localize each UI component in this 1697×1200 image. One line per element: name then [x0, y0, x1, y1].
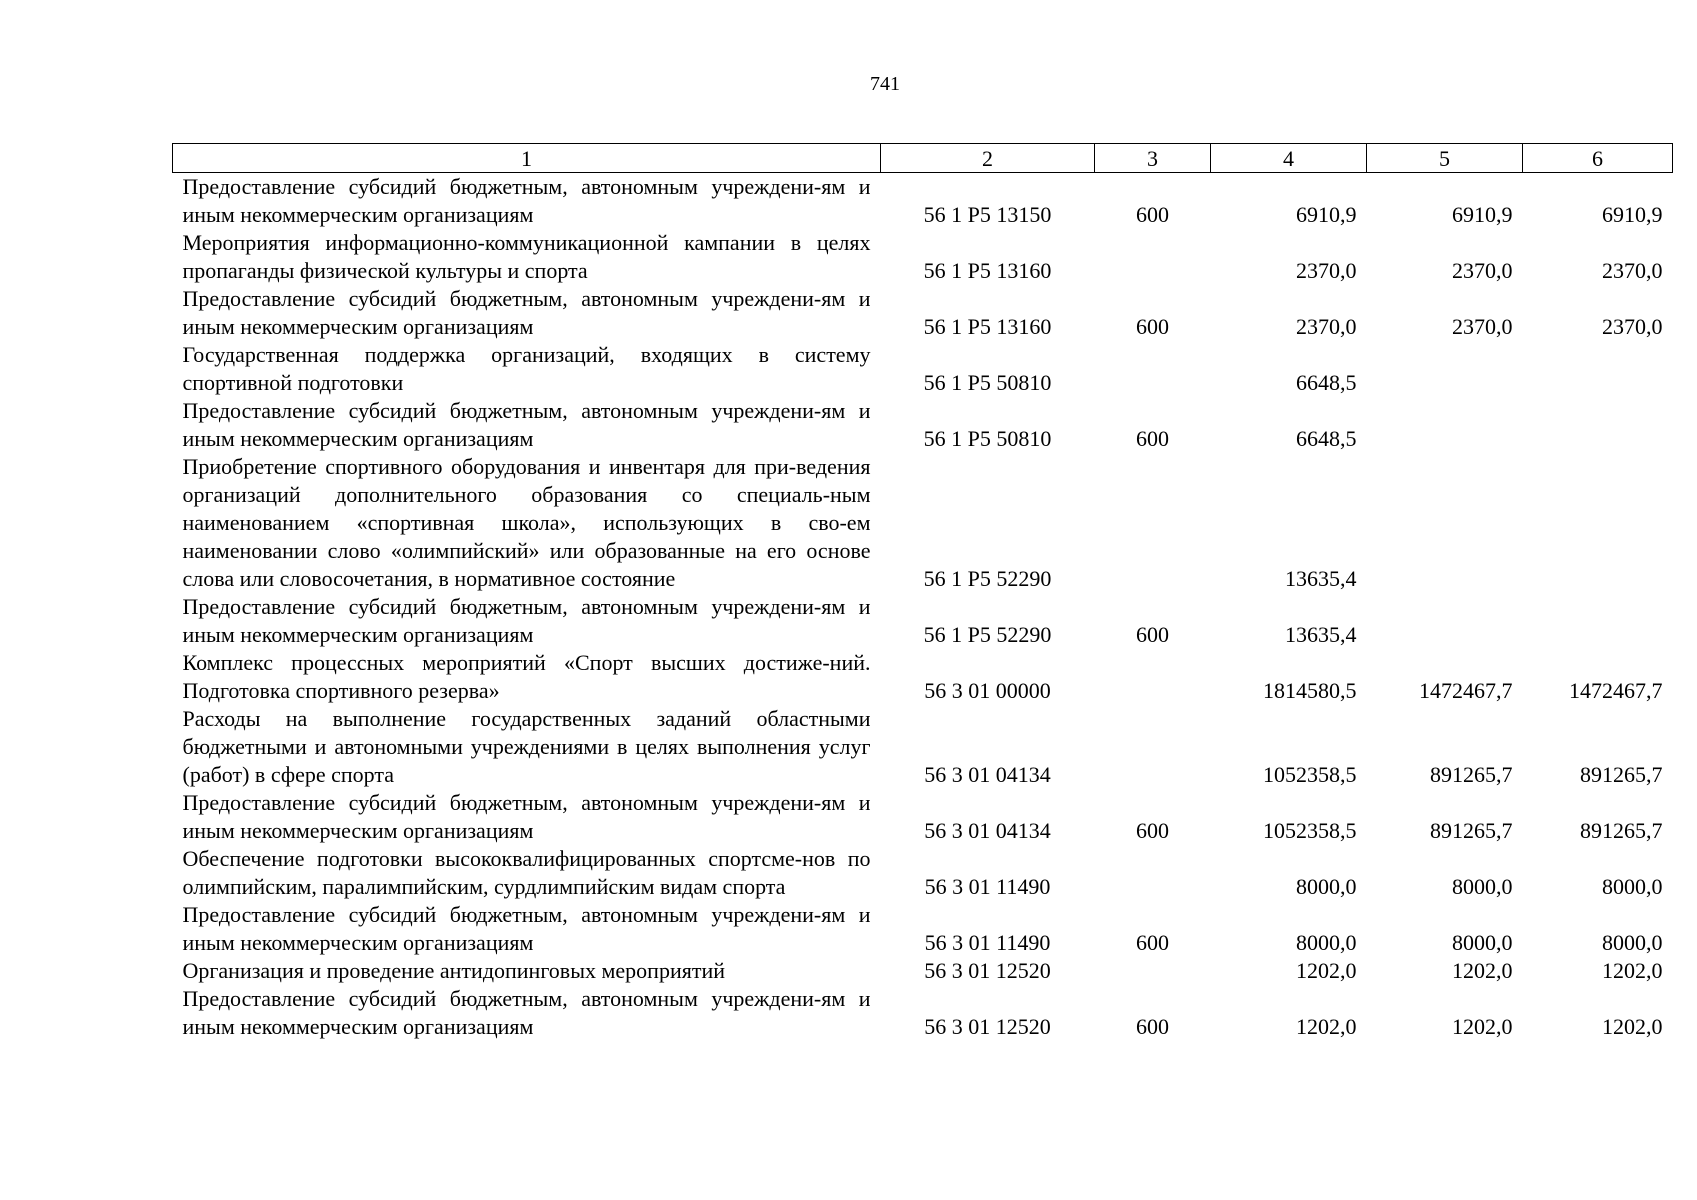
- table-row: [173, 453, 1673, 593]
- row-expense-type: 600: [1136, 930, 1169, 955]
- row-code: 56 1 P5 52290: [923, 566, 1052, 591]
- row-code: 56 1 P5 50810: [923, 426, 1052, 451]
- header-col-2: 2: [881, 144, 1095, 173]
- table-row: [173, 341, 1673, 397]
- row-value-3: 2370,0: [1602, 258, 1663, 283]
- row-value-3: [1523, 453, 1673, 593]
- row-expense-type: [1095, 705, 1211, 789]
- row-code: 56 1 P5 13150: [923, 202, 1052, 227]
- table-row: [173, 985, 1673, 1041]
- row-code: 56 3 01 11490: [924, 874, 1051, 899]
- table-row: [173, 397, 1673, 453]
- table-row: [173, 229, 1673, 285]
- row-value-1: 13635,4: [1285, 622, 1357, 647]
- table-row: [173, 173, 1673, 230]
- row-value-2: 891265,7: [1430, 818, 1513, 843]
- row-value-3: [1523, 397, 1673, 453]
- row-value-1: 13635,4: [1285, 566, 1357, 591]
- budget-table: [172, 143, 1673, 1041]
- header-col-3: 3: [1095, 144, 1211, 173]
- row-value-3: 891265,7: [1580, 762, 1663, 787]
- row-expense-type: 600: [1136, 622, 1169, 647]
- row-expense-type: 600: [1136, 818, 1169, 843]
- row-name: Предоставление субсидий бюджетным, автономным учреждени-ям и иным некоммерческим организациям: [182, 594, 871, 647]
- row-value-3: 891265,7: [1580, 818, 1663, 843]
- row-value-3: 1202,0: [1602, 958, 1663, 983]
- row-value-1: 1202,0: [1296, 1014, 1357, 1039]
- row-value-1: 8000,0: [1296, 874, 1357, 899]
- table-row: [173, 789, 1673, 845]
- header-col-4: 4: [1211, 144, 1367, 173]
- row-value-1: 6910,9: [1296, 202, 1357, 227]
- row-value-2: [1367, 453, 1523, 593]
- row-value-1: 1814580,5: [1263, 678, 1357, 703]
- row-code: 56 3 01 00000: [924, 678, 1051, 703]
- row-expense-type: 600: [1136, 314, 1169, 339]
- row-name: Мероприятия информационно-коммуникационной кампании в целях пропаганды физической культуры и спорта: [182, 230, 871, 283]
- row-expense-type: [1095, 845, 1211, 901]
- row-code: 56 3 01 04134: [924, 762, 1051, 787]
- row-value-1: 1052358,5: [1263, 818, 1357, 843]
- row-value-1: 6648,5: [1296, 426, 1357, 451]
- row-value-3: 6910,9: [1602, 202, 1663, 227]
- row-expense-type: 600: [1136, 1014, 1169, 1039]
- row-expense-type: [1095, 649, 1211, 705]
- row-value-3: 8000,0: [1602, 874, 1663, 899]
- row-value-2: 1202,0: [1452, 958, 1513, 983]
- row-code: 56 3 01 12520: [924, 1014, 1051, 1039]
- row-name: Предоставление субсидий бюджетным, автономным учреждени-ям и иным некоммерческим организациям: [182, 790, 871, 843]
- table-row: [173, 649, 1673, 705]
- table-row: [173, 705, 1673, 789]
- table-row: [173, 901, 1673, 957]
- header-row: [173, 144, 1673, 173]
- row-code: 56 3 01 11490: [924, 930, 1051, 955]
- row-name: Комплекс процессных мероприятий «Спорт высших достиже-ний. Подготовка спортивного резерва»: [182, 650, 871, 703]
- row-name: Государственная поддержка организаций, входящих в систему спортивной подготовки: [182, 342, 871, 395]
- row-value-2: 1472467,7: [1419, 678, 1513, 703]
- header-col-1: 1: [173, 144, 881, 173]
- row-value-2: 891265,7: [1430, 762, 1513, 787]
- row-expense-type: 600: [1136, 426, 1169, 451]
- row-expense-type: [1095, 957, 1211, 985]
- row-value-2: [1367, 341, 1523, 397]
- row-value-1: 2370,0: [1296, 314, 1357, 339]
- row-expense-type: [1095, 453, 1211, 593]
- row-value-1: 1052358,5: [1263, 762, 1357, 787]
- row-value-2: 2370,0: [1452, 314, 1513, 339]
- table-header: [173, 144, 1673, 173]
- row-value-2: 1202,0: [1452, 1014, 1513, 1039]
- row-value-3: 2370,0: [1602, 314, 1663, 339]
- row-value-1: 6648,5: [1296, 370, 1357, 395]
- row-name: Приобретение спортивного оборудования и инвентаря для при-ведения организаций дополнительного образования со специаль-ным наименованием «спортивная школа», использующих в сво-ем наименовании слово «олимпийский» или образованные на его основе слова или словосочетания, в нормативное состояние: [182, 454, 871, 591]
- header-col-5: 5: [1367, 144, 1523, 173]
- row-name: Предоставление субсидий бюджетным, автономным учреждени-ям и иным некоммерческим организациям: [182, 398, 871, 451]
- row-value-1: 2370,0: [1296, 258, 1357, 283]
- row-name: Предоставление субсидий бюджетным, автономным учреждени-ям и иным некоммерческим организациям: [182, 986, 871, 1039]
- row-value-3: 1472467,7: [1569, 678, 1663, 703]
- row-code: 56 1 P5 13160: [923, 314, 1052, 339]
- row-name: Обеспечение подготовки высококвалифицированных спортсме-нов по олимпийским, паралимпийским, сурдлимпийским видам спорта: [182, 846, 871, 899]
- table-row: [173, 593, 1673, 649]
- row-value-2: 2370,0: [1452, 258, 1513, 283]
- table-row: [173, 845, 1673, 901]
- row-name: Предоставление субсидий бюджетным, автономным учреждени-ям и иным некоммерческим организациям: [182, 174, 871, 227]
- row-code: 56 3 01 04134: [924, 818, 1051, 843]
- row-name: Расходы на выполнение государственных заданий областными бюджетными и автономными учреждениями в целях выполнения услуг (работ) в сфере спорта: [182, 706, 871, 787]
- page-number: 741: [870, 73, 900, 95]
- row-name: Организация и проведение антидопинговых мероприятий: [182, 958, 725, 983]
- row-value-2: 8000,0: [1452, 930, 1513, 955]
- row-value-1: 1202,0: [1296, 958, 1357, 983]
- row-expense-type: [1095, 229, 1211, 285]
- row-expense-type: 600: [1136, 202, 1169, 227]
- row-value-2: [1367, 397, 1523, 453]
- table-row: [173, 957, 1673, 985]
- row-code: 56 1 P5 13160: [923, 258, 1052, 283]
- row-value-1: 8000,0: [1296, 930, 1357, 955]
- row-name: Предоставление субсидий бюджетным, автономным учреждени-ям и иным некоммерческим организациям: [182, 902, 871, 955]
- row-code: 56 1 P5 52290: [923, 622, 1052, 647]
- row-value-3: 8000,0: [1602, 930, 1663, 955]
- row-value-3: [1523, 341, 1673, 397]
- row-value-3: [1523, 593, 1673, 649]
- row-code: 56 1 P5 50810: [923, 370, 1052, 395]
- table-body: [173, 173, 1673, 1042]
- row-expense-type: [1095, 341, 1211, 397]
- row-value-2: [1367, 593, 1523, 649]
- table-row: [173, 285, 1673, 341]
- header-col-6: 6: [1523, 144, 1673, 173]
- row-value-2: 8000,0: [1452, 874, 1513, 899]
- row-value-3: 1202,0: [1602, 1014, 1663, 1039]
- row-value-2: 6910,9: [1452, 202, 1513, 227]
- row-code: 56 3 01 12520: [924, 958, 1051, 983]
- row-name: Предоставление субсидий бюджетным, автономным учреждени-ям и иным некоммерческим организациям: [182, 286, 871, 339]
